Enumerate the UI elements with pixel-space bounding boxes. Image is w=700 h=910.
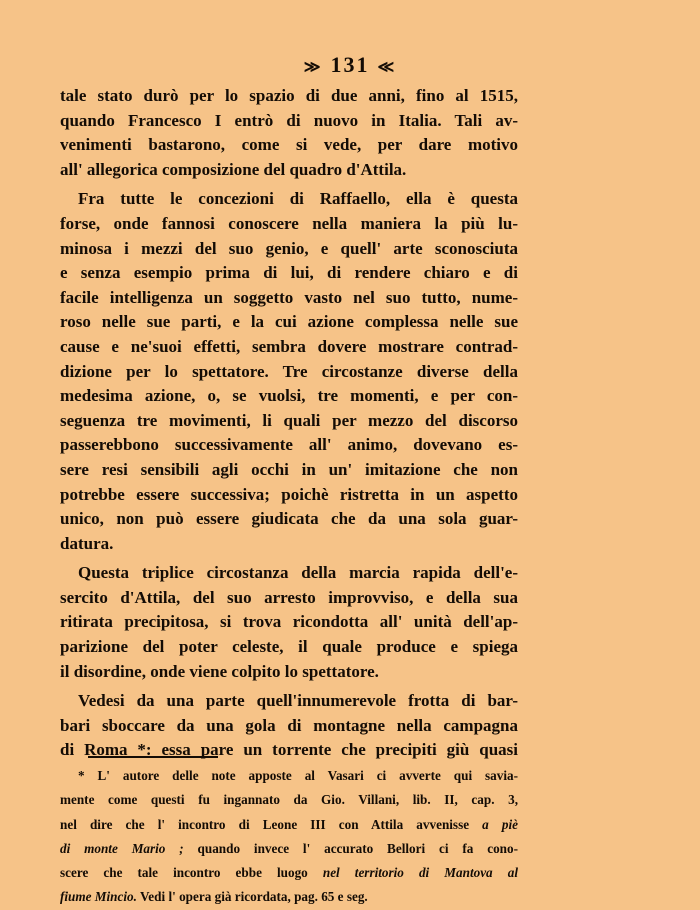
text-line: tale stato durò per lo spazio di due anni, fino al 1515, — [60, 86, 518, 105]
text-line: facile intelligenza un soggetto vasto nel suo tutto, nume- — [60, 287, 518, 307]
text-line: seguenza tre movimenti, li quali per mezzo del discorso — [60, 410, 518, 430]
text-line: Fra tutte le concezioni di Raffaello, ella è questa — [78, 189, 518, 209]
right-ornament-icon: ≪ — [377, 58, 397, 76]
footnote-line: di monte Mario ; quando invece l' accurato Bellori ci fa cono- — [60, 840, 518, 856]
paragraph — [60, 561, 518, 684]
text-line: dizione per lo spettatore. Tre circostanze diverse della — [60, 361, 518, 381]
text-line: quando Francesco I entrò di nuovo in Italia. Tali av- — [60, 110, 518, 130]
text-line: Vedesi da una parte quell'innumerevole frotta di bar- — [78, 691, 518, 711]
text-line: ritirata precipitosa, si trova ricondotta all' unità dell'ap- — [60, 612, 518, 632]
footnote-line: fiume Mincio. Vedi l' opera già ricordata, pag. 65 e seg. — [60, 889, 368, 905]
text-line: di Roma *: essa pare un torrente che precipiti giù quasi — [60, 740, 518, 760]
footnote-line: mente come questi fu ingannato da Gio. Villani, lib. II, cap. 3, — [60, 792, 518, 808]
text-line: all' allegorica composizione del quadro d'Attila. — [60, 159, 407, 179]
text-line: sere resi sensibili agli occhi in un' imitazione che non — [60, 459, 518, 479]
footnote — [60, 764, 518, 910]
left-ornament-icon: ≫ — [303, 58, 323, 76]
paragraph — [60, 187, 518, 556]
text-line: il disordine, onde viene colpito lo spettatore. — [60, 661, 379, 681]
paragraph — [60, 689, 518, 763]
text-line: medesima azione, o, se vuolsi, tre momenti, e per con- — [60, 386, 518, 406]
page-number-header — [0, 52, 700, 78]
page-number: 131 — [330, 52, 370, 77]
text-line: unico, non può essere giudicata che da una sola guar- — [60, 509, 518, 529]
text-line: forse, onde fannosi conoscere nella maniera la più lu- — [60, 213, 518, 233]
text-line: datura. — [60, 533, 114, 553]
text-line: venimenti bastarono, come si vede, per dare motivo — [60, 135, 518, 155]
paragraph — [60, 84, 518, 182]
footnote-line: nel dire che l' incontro di Leone III con Attila avvenisse a piè — [60, 816, 518, 832]
text-line: Questa triplice circostanza della marcia rapida dell'e- — [78, 563, 518, 583]
text-line: e senza esempio prima di lui, di rendere chiaro e di — [60, 263, 518, 283]
text-line: potrebbe essere successiva; poichè ristretta in un aspetto — [60, 484, 518, 504]
text-line: roso nelle sue parti, e la cui azione complessa nelle sue — [60, 312, 518, 332]
footnote-separator — [88, 756, 218, 758]
text-line: sercito d'Attila, del suo arresto improvviso, e della sua — [60, 587, 518, 607]
text-line: passerebbono successivamente all' animo, dovevano es- — [60, 435, 518, 455]
text-line: parizione del poter celeste, il quale produce e spiega — [60, 637, 518, 657]
footnote-line: scere che tale incontro ebbe luogo nel territorio di Mantova al — [60, 865, 518, 881]
main-text — [60, 84, 518, 768]
footnote-line: * L' autore delle note apposte al Vasari ci avverte qui savia- — [78, 768, 518, 783]
text-line: cause e ne'suoi effetti, sembra dovere mostrare contrad- — [60, 336, 518, 356]
text-line: bari sboccare da una gola di montagne nella campagna — [60, 715, 518, 735]
text-line: minosa i mezzi del suo genio, e quell' arte sconosciuta — [60, 238, 518, 258]
